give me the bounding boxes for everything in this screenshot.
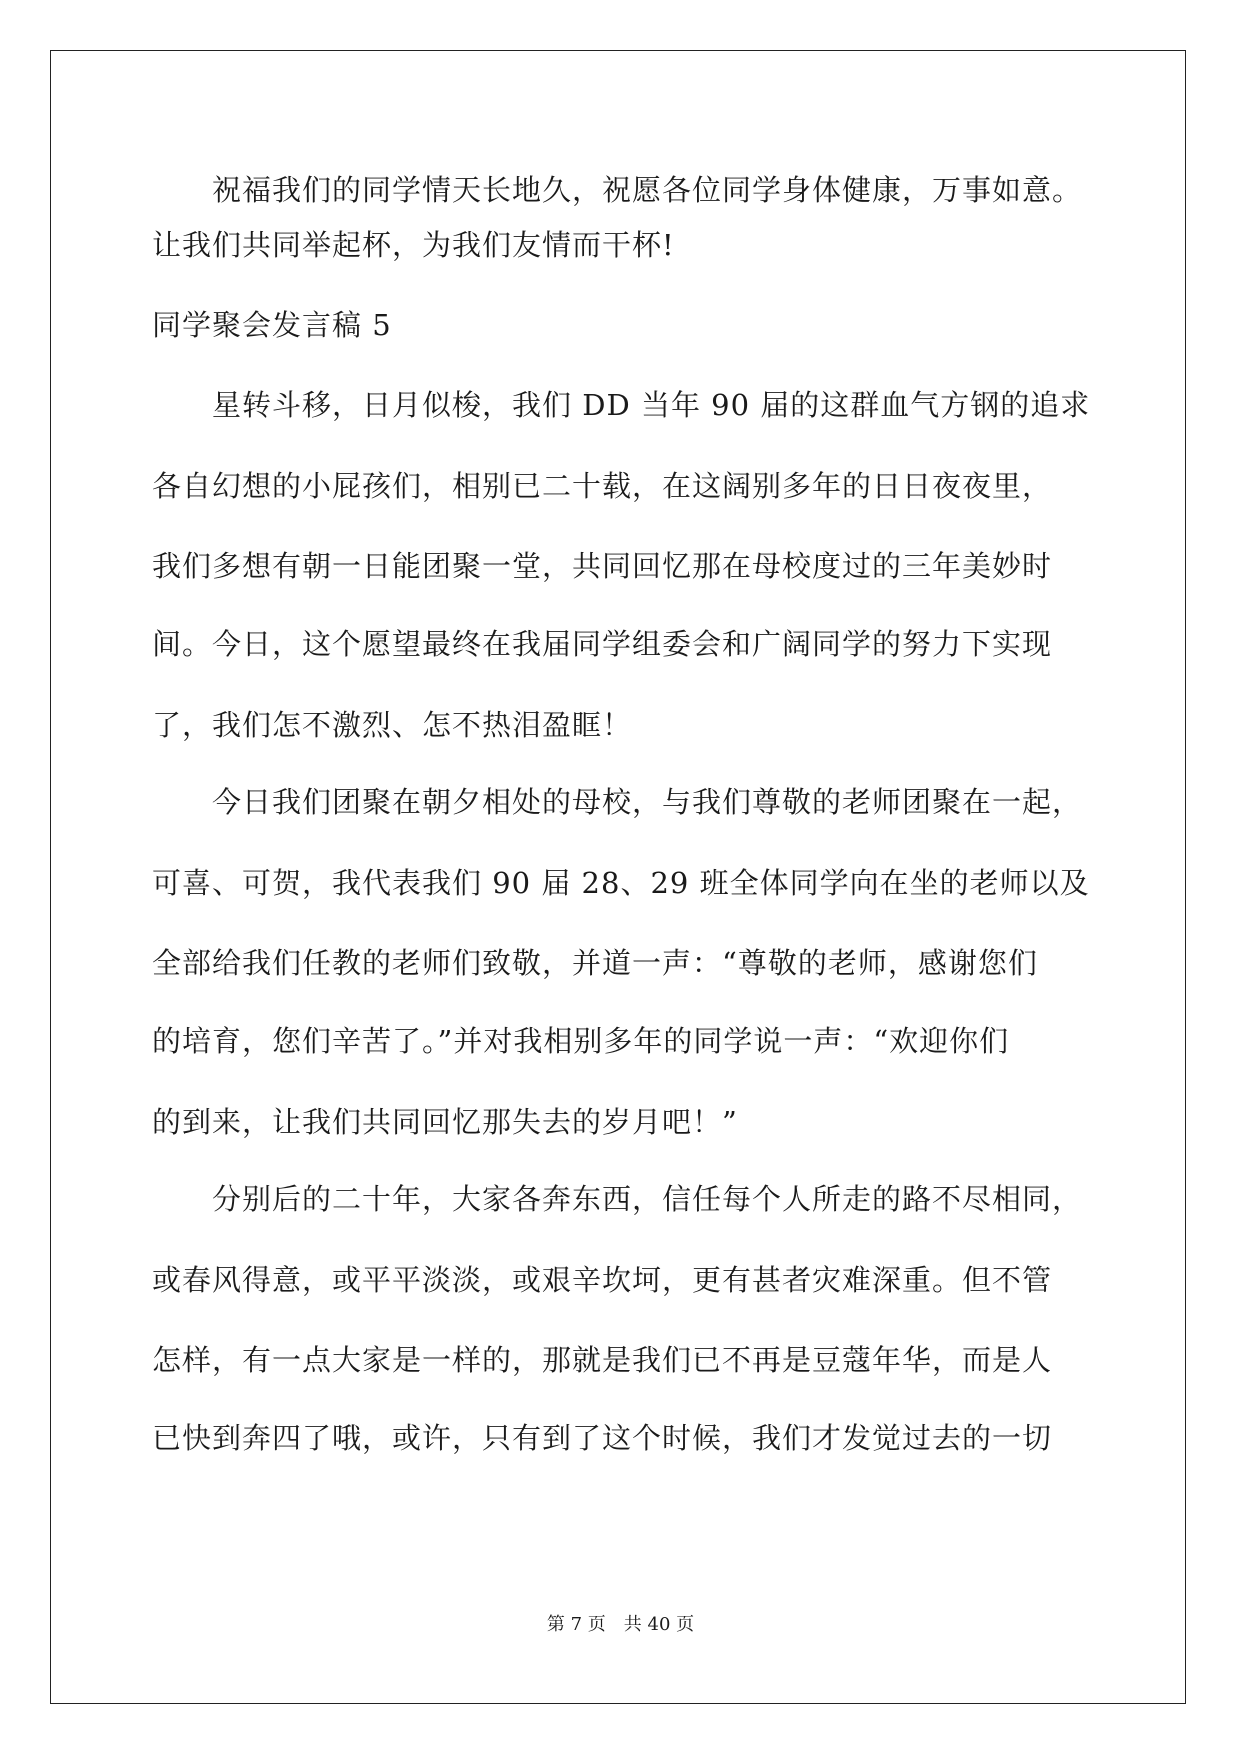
text-line: 怎样，有一点大家是一样的，那就是我们已不再是豆蔻年华，而是人 xyxy=(152,1343,1053,1377)
text-line: 分别后的二十年，大家各奔东西，信任每个人所走的路不尽相同， xyxy=(152,1182,1083,1216)
section-heading: 同学聚会发言稿 5 xyxy=(152,308,392,342)
text-line: 或春风得意，或平平淡淡，或艰辛坎坷，更有甚者灾难深重。但不管 xyxy=(152,1263,1053,1297)
text-line: 星转斗移，日月似梭，我们 DD 当年 90 届的这群血气方钢的追求 xyxy=(152,388,1091,422)
text-line: 祝福我们的同学情天长地久，祝愿各位同学身体健康，万事如意。 xyxy=(152,173,1083,207)
text-line: 让我们共同举起杯，为我们友情而干杯! xyxy=(152,228,675,262)
text-line: 已快到奔四了哦，或许，只有到了这个时候，我们才发觉过去的一切 xyxy=(152,1421,1053,1455)
text-line: 全部给我们任教的老师们致敬，并道一声：“尊敬的老师，感谢您们 xyxy=(152,946,1038,980)
text-line: 间。今日，这个愿望最终在我届同学组委会和广阔同学的努力下实现 xyxy=(152,627,1053,661)
page-number-footer: 第 7 页 共 40 页 xyxy=(546,1614,695,1635)
text-line: 的到来，让我们共同回忆那失去的岁月吧！” xyxy=(152,1105,738,1139)
text-line: 了，我们怎不激烈、怎不热泪盈眶！ xyxy=(152,708,633,742)
text-line: 各自幻想的小屁孩们，相别已二十载，在这阔别多年的日日夜夜里， xyxy=(152,469,1053,503)
text-line: 今日我们团聚在朝夕相处的母校，与我们尊敬的老师团聚在一起， xyxy=(152,785,1083,819)
text-line: 的培育，您们辛苦了。”并对我相别多年的同学说一声：“欢迎你们 xyxy=(152,1024,1010,1058)
text-line: 可喜、可贺，我代表我们 90 届 28、29 班全体同学向在坐的老师以及 xyxy=(152,866,1090,900)
text-line: 我们多想有朝一日能团聚一堂，共同回忆那在母校度过的三年美妙时 xyxy=(152,549,1053,583)
